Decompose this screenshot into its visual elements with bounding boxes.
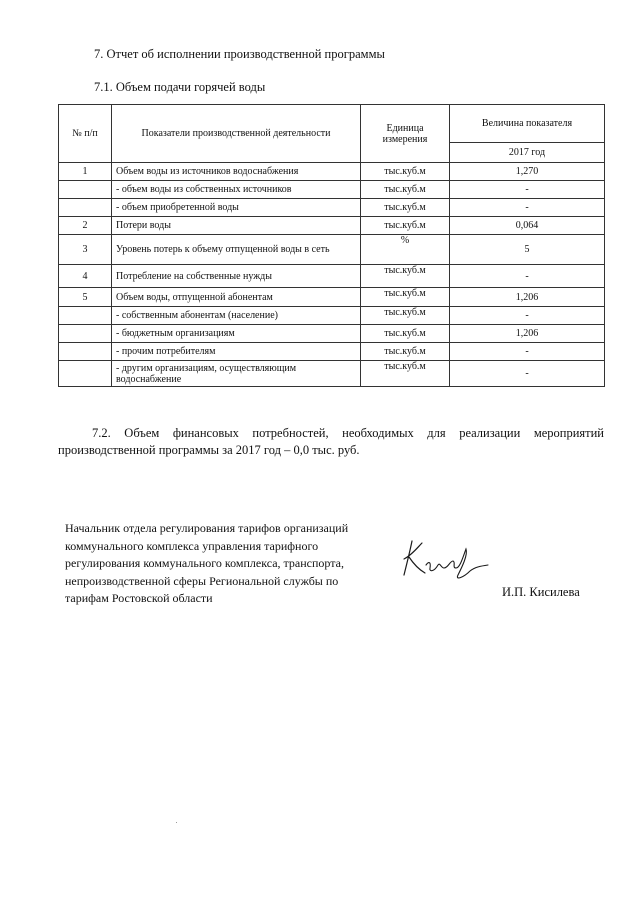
position-line: тарифам Ростовской области bbox=[65, 591, 213, 605]
row-value: 5 bbox=[450, 235, 605, 265]
position-line: непроизводственной сферы Региональной службы по bbox=[65, 573, 339, 588]
position-line: коммунального комплекса управления тарифного bbox=[65, 538, 319, 553]
row-no: 5 bbox=[59, 288, 112, 307]
table-row bbox=[59, 307, 605, 325]
row-no: 4 bbox=[59, 265, 112, 288]
row-value: 0,064 bbox=[450, 217, 605, 235]
subsection-heading: 7.1. Объем подачи горячей воды bbox=[94, 80, 266, 94]
row-no: 2 bbox=[59, 217, 112, 235]
row-value: 1,270 bbox=[450, 163, 605, 181]
row-no bbox=[59, 325, 112, 343]
row-unit: тыс.куб.м bbox=[361, 181, 450, 199]
table-row bbox=[59, 181, 605, 199]
row-name: Уровень потерь к объему отпущенной воды в сеть bbox=[112, 235, 361, 265]
row-unit: тыс.куб.м bbox=[361, 325, 450, 343]
table-row bbox=[59, 199, 605, 217]
header-indicator: Показатели производственной деятельности bbox=[112, 105, 361, 163]
row-name: Объем воды, отпущенной абонентам bbox=[112, 288, 361, 307]
row-unit: тыс.куб.м bbox=[361, 199, 450, 217]
row-name: Потребление на собственные нужды bbox=[112, 265, 361, 288]
row-name: - объем приобретенной воды bbox=[112, 199, 361, 217]
row-unit: тыс.куб.м bbox=[361, 265, 450, 288]
row-value: - bbox=[450, 361, 605, 387]
row-name: - прочим потребителям bbox=[112, 343, 361, 361]
row-no bbox=[59, 199, 112, 217]
row-name: - другим организациям, осуществляющим водоснабжение bbox=[112, 361, 361, 387]
header-no: № п/п bbox=[59, 105, 112, 163]
row-no bbox=[59, 307, 112, 325]
row-no: 3 bbox=[59, 235, 112, 265]
scan-speck bbox=[176, 822, 177, 823]
row-value: - bbox=[450, 307, 605, 325]
row-name: Объем воды из источников водоснабжения bbox=[112, 163, 361, 181]
row-unit: % bbox=[361, 235, 450, 265]
handwritten-signature bbox=[398, 535, 490, 583]
header-value: Величина показателя bbox=[450, 105, 605, 143]
row-value: - bbox=[450, 265, 605, 288]
row-unit: тыс.куб.м bbox=[361, 163, 450, 181]
table-row bbox=[59, 235, 605, 265]
signatory-name: И.П. Кисилева bbox=[502, 585, 580, 599]
section-heading: 7. Отчет об исполнении производственной программы bbox=[94, 47, 385, 61]
table-row bbox=[59, 361, 605, 387]
row-value: - bbox=[450, 181, 605, 199]
row-unit: тыс.куб.м bbox=[361, 343, 450, 361]
header-year: 2017 год bbox=[450, 143, 605, 163]
table-row bbox=[59, 343, 605, 361]
signatory-position bbox=[65, 520, 348, 608]
row-no: 1 bbox=[59, 163, 112, 181]
row-unit: тыс.куб.м bbox=[361, 288, 450, 307]
position-line: Начальник отдела регулирования тарифов организаций bbox=[65, 521, 349, 535]
row-no bbox=[59, 343, 112, 361]
table-row bbox=[59, 288, 605, 307]
row-value: - bbox=[450, 199, 605, 217]
row-name: - объем воды из собственных источников bbox=[112, 181, 361, 199]
finance-paragraph bbox=[58, 425, 604, 459]
table-row bbox=[59, 325, 605, 343]
row-no bbox=[59, 361, 112, 387]
hot-water-volume-table bbox=[58, 104, 605, 387]
row-value: - bbox=[450, 343, 605, 361]
position-line: регулирования коммунального комплекса, транспорта, bbox=[65, 556, 344, 570]
row-name: - собственным абонентам (население) bbox=[112, 307, 361, 325]
row-value: 1,206 bbox=[450, 288, 605, 307]
table-row bbox=[59, 265, 605, 288]
row-unit: тыс.куб.м bbox=[361, 307, 450, 325]
row-name: - бюджетным организациям bbox=[112, 325, 361, 343]
table-row bbox=[59, 217, 605, 235]
row-value: 1,206 bbox=[450, 325, 605, 343]
row-no bbox=[59, 181, 112, 199]
row-unit: тыс.куб.м bbox=[361, 361, 450, 387]
row-name: Потери воды bbox=[112, 217, 361, 235]
header-unit: Единица измерения bbox=[361, 105, 450, 163]
table-row bbox=[59, 163, 605, 181]
row-unit: тыс.куб.м bbox=[361, 217, 450, 235]
finance-text: 7.2. Объем финансовых потребностей, необходимых для реализации мероприятий производственной программы за 2017 год – 0,0 тыс. руб. bbox=[58, 426, 604, 457]
